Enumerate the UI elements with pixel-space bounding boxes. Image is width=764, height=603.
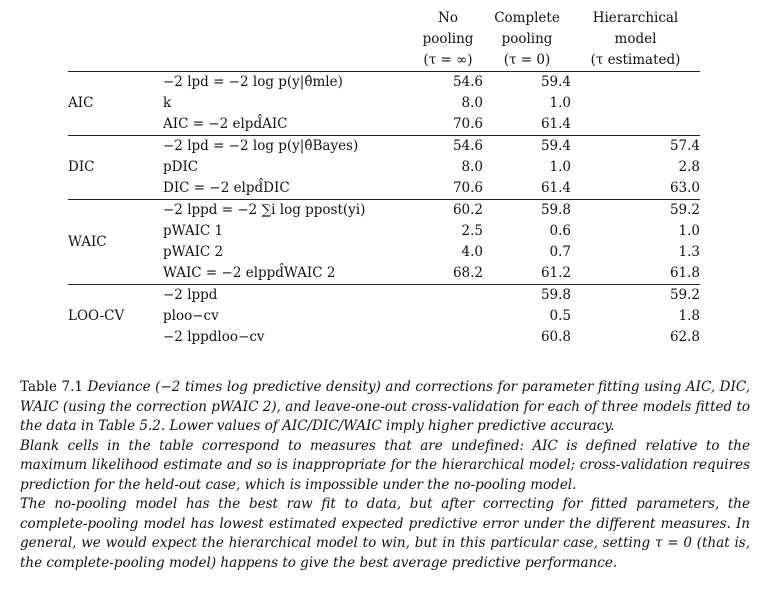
value-no-pooling: 54.6 (413, 72, 483, 94)
value-no-pooling (413, 285, 483, 307)
caption-paragraph-2: Blank cells in the table correspond to measures that are undefined: AIC is defined relative to the maximum likelihood estimate and so is inappropriate for the hierarchical model; cross-validation requires prediction for the held-out case, which is impossible under the no-pooling model. (20, 437, 750, 493)
value-complete-pooling: 61.2 (540, 265, 571, 281)
value-hierarchical: 61.8 (669, 265, 700, 281)
measure-label: −2 lppd (163, 285, 413, 307)
header-no-pooling: No pooling (τ = ∞) (422, 10, 474, 68)
value-no-pooling (413, 306, 483, 327)
value-hierarchical: 1.8 (678, 308, 700, 324)
header-hierarchical: Hierarchical model (τ estimated) (590, 10, 681, 68)
value-complete-pooling: 59.8 (483, 200, 571, 222)
criterion-label: WAIC (68, 200, 163, 285)
value-hierarchical: 59.2 (571, 285, 700, 307)
value-complete-pooling: 61.4 (540, 116, 571, 132)
table-row (68, 285, 700, 307)
table-row (68, 178, 700, 200)
measure-label: k (163, 95, 172, 111)
value-no-pooling: 60.2 (413, 200, 483, 222)
caption-label: Table 7.1 (20, 379, 83, 395)
value-hierarchical: 57.4 (571, 136, 700, 158)
value-complete-pooling: 1.0 (549, 95, 571, 111)
table-row (68, 157, 700, 178)
value-hierarchical: 62.8 (669, 329, 700, 345)
value-complete-pooling: 59.8 (483, 285, 571, 307)
table-row (68, 306, 700, 327)
table-row (68, 263, 700, 285)
value-hierarchical (571, 114, 700, 136)
table-row (68, 72, 700, 94)
value-complete-pooling: 60.8 (540, 329, 571, 345)
value-no-pooling: 8.0 (461, 95, 483, 111)
table-row (68, 221, 700, 242)
criterion-label: LOO-CV (68, 285, 163, 349)
header-row (68, 8, 700, 72)
value-no-pooling (413, 327, 483, 348)
value-complete-pooling: 0.6 (549, 223, 571, 239)
value-hierarchical (571, 93, 700, 114)
table-row (68, 93, 700, 114)
measure-label: AIC = −2 elpd̂AIC (163, 116, 288, 132)
measure-label: DIC = −2 elpd̂DIC (163, 180, 290, 196)
table-row (68, 200, 700, 222)
value-hierarchical: 63.0 (669, 180, 700, 196)
measure-label: −2 lppdloo−cv (163, 329, 265, 345)
measure-label: pDIC (163, 159, 199, 175)
value-complete-pooling: 59.4 (483, 72, 571, 94)
value-hierarchical: 59.2 (571, 200, 700, 222)
table-row (68, 114, 700, 136)
value-no-pooling: 54.6 (413, 136, 483, 158)
value-complete-pooling: 1.0 (549, 159, 571, 175)
measure-label: ploo−cv (163, 308, 219, 324)
value-hierarchical: 1.3 (678, 244, 700, 260)
value-no-pooling: 4.0 (461, 244, 483, 260)
caption-text: Deviance (−2 times log predictive density) and corrections for parameter fitting using AIC, DIC, WAIC (using the correction pWAIC 2), and leave-one-out cross-validation for each of three models fitted to the data in Table 5.2. Lower values of AIC/DIC/WAIC imply higher predictive accuracy. (20, 379, 750, 434)
caption-paragraph-1 (20, 378, 750, 437)
measure-label: pWAIC 1 (163, 223, 224, 239)
value-complete-pooling: 61.4 (540, 180, 571, 196)
measure-label: −2 lpd = −2 log p(y|θ̂Bayes) (163, 136, 413, 158)
header-complete-pooling: Complete pooling (τ = 0) (494, 10, 560, 68)
value-no-pooling: 8.0 (461, 159, 483, 175)
criterion-label: AIC (68, 72, 163, 136)
table-row (68, 136, 700, 158)
table-row (68, 327, 700, 348)
value-complete-pooling: 59.4 (483, 136, 571, 158)
value-no-pooling: 68.2 (452, 265, 483, 281)
measure-label: pWAIC 2 (163, 244, 224, 260)
value-hierarchical (571, 72, 700, 94)
table-caption (20, 378, 750, 573)
table-row (68, 242, 700, 263)
measure-label: −2 lpd = −2 log p(y|θ̂mle) (163, 72, 413, 94)
results-table (68, 8, 700, 348)
value-no-pooling: 70.6 (452, 116, 483, 132)
value-no-pooling: 2.5 (461, 223, 483, 239)
value-hierarchical: 1.0 (678, 223, 700, 239)
measure-label: −2 lppd = −2 ∑i log ppost(yi) (163, 200, 413, 222)
value-complete-pooling: 0.5 (549, 308, 571, 324)
value-hierarchical: 2.8 (678, 159, 700, 175)
value-complete-pooling: 0.7 (549, 244, 571, 260)
measure-label: WAIC = −2 elppd̂WAIC 2 (163, 265, 336, 281)
criterion-label: DIC (68, 136, 163, 200)
caption-paragraph-3: The no-pooling model has the best raw fit to data, but after correcting for fitted parameters, the complete-pooling model has lowest estimated expected predictive error under the different measures. In general, we would expect the hierarchical model to win, but in this particular case, setting τ = 0 (that is, the complete-pooling model) happens to give the best average predictive performance. (20, 496, 750, 571)
value-no-pooling: 70.6 (452, 180, 483, 196)
